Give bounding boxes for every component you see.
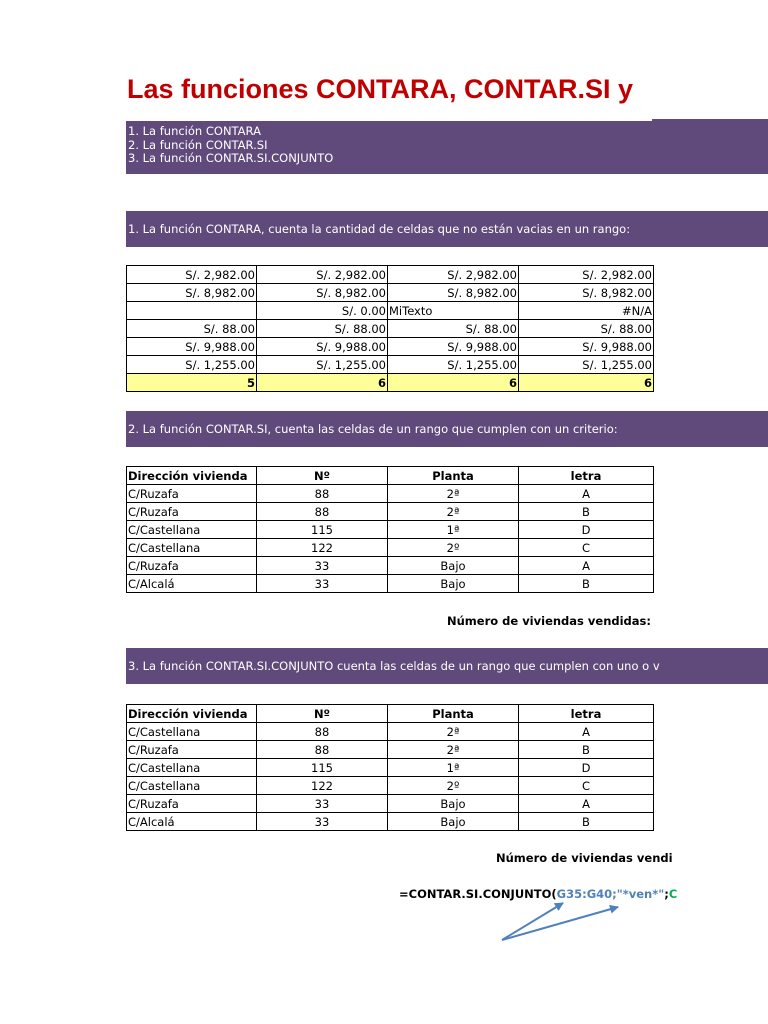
table-cell: S/. 8,982.00 [127,284,257,302]
table-cell: S/. 9,988.00 [519,338,654,356]
table-cell: 122 [257,777,388,795]
header-numero: Nº [257,705,388,723]
table-cell: S/. 9,988.00 [257,338,388,356]
contarsiconjunto-table [126,704,654,831]
table-cell: C/Alcalá [127,813,257,831]
table-cell: 2º [388,777,519,795]
contarsi-table [126,466,654,593]
total-cell: 6 [388,374,519,392]
table-cell: C/Castellana [127,759,257,777]
table-cell: S/. 8,982.00 [519,284,654,302]
table-cell: C/Castellana [127,539,257,557]
table-cell: A [519,795,654,813]
table-cell: C/Castellana [127,723,257,741]
table-cell: S/. 2,982.00 [257,266,388,284]
table-cell: 1ª [388,759,519,777]
table-cell: 88 [257,485,388,503]
table-cell: 33 [257,813,388,831]
table-row [127,338,654,356]
table-cell: S/. 1,255.00 [127,356,257,374]
table-row [127,741,654,759]
table-cell: S/. 2,982.00 [519,266,654,284]
table-cell: C/Ruzafa [127,741,257,759]
section3-heading: 3. La función CONTAR.SI.CONJUNTO cuenta las celdas de un rango que cumplen con uno o v [128,659,660,673]
formula-criterion: "*ven*" [616,887,665,901]
table-row [127,539,654,557]
table-row [127,813,654,831]
table-cell: Bajo [388,795,519,813]
table-header-row [127,467,654,485]
formula-tail: C [668,887,678,901]
table-cell: 33 [257,795,388,813]
table-cell: 1ª [388,521,519,539]
header-letra: letra [519,467,654,485]
table-cell: 2º [388,539,519,557]
formula-prefix: =CONTAR.SI.CONJUNTO( [399,887,557,901]
header-planta: Planta [388,705,519,723]
table-cell: 33 [257,557,388,575]
section1-heading: 1. La función CONTARA, cuenta la cantidad de celdas que no están vacias en un rango: [128,222,631,236]
table-cell: 2ª [388,485,519,503]
table-row [127,356,654,374]
table-cell: B [519,503,654,521]
table-cell: D [519,759,654,777]
table-cell: S/. 0.00 [257,302,388,320]
table-cell: 88 [257,741,388,759]
arrow-to-range-icon [502,903,563,940]
contara-table [126,265,654,392]
table-cell: C/Ruzafa [127,503,257,521]
table-row [127,759,654,777]
formula-range: G35:G40; [556,887,617,901]
table-cell: S/. 8,982.00 [257,284,388,302]
table-cell: S/. 1,255.00 [257,356,388,374]
table-cell: Bajo [388,575,519,593]
table-cell: #N/A [519,302,654,320]
table-cell: C/Ruzafa [127,485,257,503]
table-row [127,557,654,575]
total-cell: 6 [257,374,388,392]
table-row [127,485,654,503]
table-cell: C [519,777,654,795]
table-cell: B [519,741,654,759]
total-cell: 6 [519,374,654,392]
index-line-3: 3. La función CONTAR.SI.CONJUNTO [128,151,334,165]
table-cell: 2ª [388,723,519,741]
index-line-1: 1. La función CONTARA [128,124,261,138]
table-cell: S/. 88.00 [388,320,519,338]
table-cell: 122 [257,539,388,557]
table-cell: 2ª [388,741,519,759]
table-cell: MiTexto [388,302,519,320]
table-cell: S/. 8,982.00 [388,284,519,302]
table-row [127,723,654,741]
table-cell: D [519,521,654,539]
table-cell: S/. 88.00 [127,320,257,338]
table-cell: C/Ruzafa [127,795,257,813]
table-row [127,320,654,338]
header-numero: Nº [257,467,388,485]
table-cell: S/. 1,255.00 [388,356,519,374]
arrow-to-criterion-icon [502,907,618,940]
table-header-row [127,705,654,723]
table-cell: A [519,557,654,575]
index-line-2: 2. La función CONTAR.SI [128,137,268,152]
table-cell: 33 [257,575,388,593]
table-row [127,777,654,795]
totals-row [127,374,654,392]
table-cell: S/. 2,982.00 [127,266,257,284]
header-planta: Planta [388,467,519,485]
table-cell: B [519,575,654,593]
section3-result-label: Número de viviendas vendi [496,851,673,865]
table-cell: 115 [257,521,388,539]
table-cell: S/. 88.00 [257,320,388,338]
table-cell: Bajo [388,813,519,831]
table-cell: 115 [257,759,388,777]
table-cell: B [519,813,654,831]
table-cell: S/. 2,982.00 [388,266,519,284]
section1-heading-band [126,211,768,247]
table-cell: C/Castellana [127,777,257,795]
annotation-arrows [490,895,630,950]
table-cell: S/. 9,988.00 [127,338,257,356]
table-cell: C/Castellana [127,521,257,539]
table-cell: 88 [257,503,388,521]
table-cell: 2ª [388,503,519,521]
table-row [127,575,654,593]
table-cell: C [519,539,654,557]
index-band [126,121,768,174]
table-row [127,284,654,302]
table-row [127,302,654,320]
section3-heading-band [126,648,768,684]
formula-separator: ; [664,887,669,901]
band-step [652,119,768,123]
section2-result-label: Número de viviendas vendidas: [446,614,651,628]
table-cell: C/Alcalá [127,575,257,593]
table-cell: S/. 9,988.00 [388,338,519,356]
section2-heading: 2. La función CONTAR.SI, cuenta las celdas de un rango que cumplen con un criterio: [128,422,618,436]
page-title: Las funciones CONTARA, CONTAR.SI y [127,74,634,104]
table-cell: Bajo [388,557,519,575]
table-cell: S/. 1,255.00 [519,356,654,374]
table-row [127,521,654,539]
header-letra: letra [519,705,654,723]
table-row [127,503,654,521]
section2-heading-band [126,411,768,447]
header-direccion: Dirección vivienda [127,705,257,723]
table-row [127,795,654,813]
table-cell: S/. 88.00 [519,320,654,338]
table-cell: 88 [257,723,388,741]
table-cell: A [519,485,654,503]
table-cell: A [519,723,654,741]
table-cell: C/Ruzafa [127,557,257,575]
table-cell [127,302,257,320]
total-cell: 5 [127,374,257,392]
table-row [127,266,654,284]
header-direccion: Dirección vivienda [127,467,257,485]
